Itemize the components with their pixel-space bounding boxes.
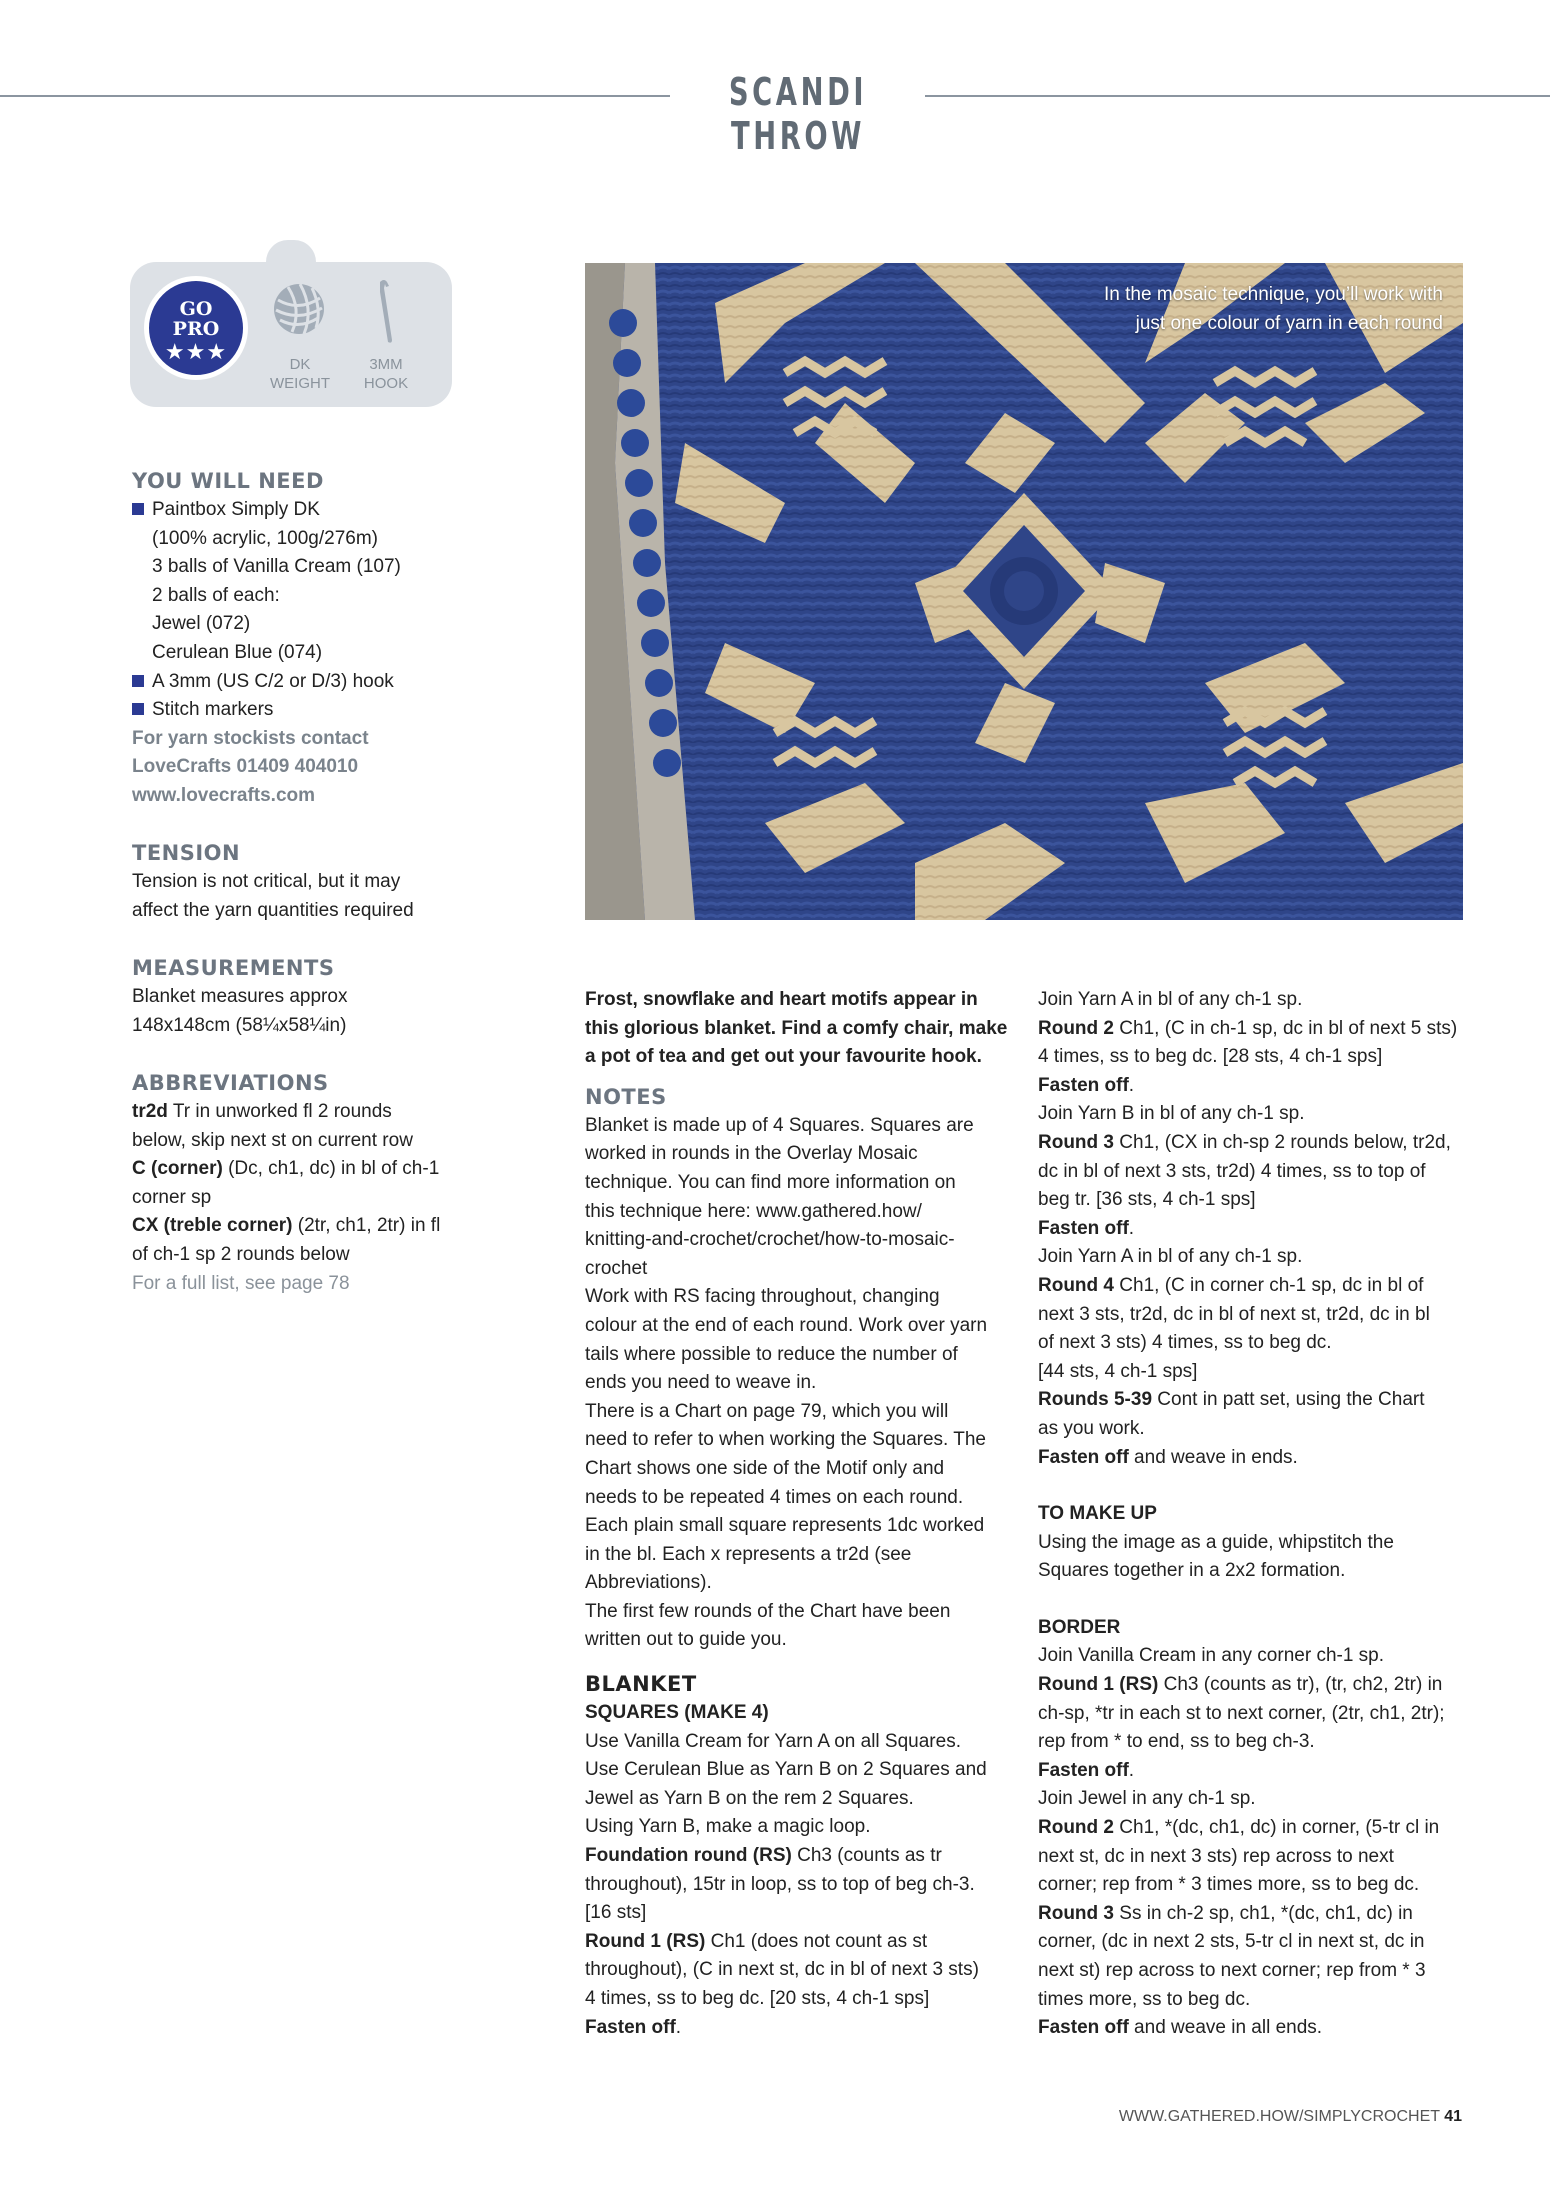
notes-text: Each plain small square represents 1dc worked [585, 1515, 985, 1537]
round-instruction: as you work. [1038, 1417, 1145, 1439]
pattern-column-2 [1038, 986, 1468, 2043]
abbreviation-entry [132, 1098, 472, 1127]
abbreviations-section [132, 1068, 472, 1298]
fasten-off-text: and weave in all ends. [1128, 2017, 1323, 2039]
abbreviation-entry [132, 1212, 472, 1241]
yarn-weight-label-line2: WEIGHT [270, 375, 330, 392]
pattern-round [1038, 1272, 1468, 1301]
photo-caption [943, 280, 1443, 338]
fasten-off [1038, 2014, 1468, 2043]
materials-item [132, 696, 472, 725]
footer-url: WWW.GATHERED.HOW/SIMPLYCROCHET [1118, 2108, 1440, 2125]
notes-text: ends you need to weave in. [585, 1372, 817, 1394]
round-instruction: 4 times, ss to beg dc. [20 sts, 4 ch-1 sps] [585, 1988, 930, 2009]
round-instruction: [44 sts, 4 ch-1 sps] [1038, 1360, 1198, 1382]
abbreviation-term: C (corner) [132, 1158, 223, 1180]
abbreviation-entry [132, 1155, 472, 1184]
pattern-text: Use Cerulean Blue as Yarn B on 2 Squares and [585, 1759, 987, 1781]
pattern-text: Join Jewel in any ch-1 sp. [1038, 1788, 1256, 1810]
materials-item [132, 668, 472, 697]
pattern-round [1038, 1814, 1468, 1843]
notes-text: in the bl. Each x represents a tr2d (see [585, 1543, 912, 1565]
pattern-round [1038, 1671, 1468, 1700]
stockist-contact: For yarn stockists contact [132, 727, 369, 749]
notes-text: There is a Chart on page 79, which you will [585, 1400, 949, 1422]
notes-text: written out to guide you. [585, 1629, 787, 1651]
round-instruction: throughout), (C in next st, dc in bl of next 3 sts) [585, 1959, 979, 1981]
abbreviation-definition: corner sp [132, 1186, 212, 1208]
round-instruction: Ch3 (counts as tr [791, 1845, 942, 1867]
abbreviation-definition: (2tr, ch1, 2tr) in fl [292, 1215, 441, 1237]
abbreviation-term: tr2d [132, 1101, 168, 1122]
round-instruction: 4 times, ss to beg dc. [28 sts, 4 ch-1 sps] [1038, 1046, 1383, 1068]
round-instruction: Ch1, (CX in ch-sp 2 rounds below, tr2d, [1114, 1131, 1451, 1153]
round-label: Rounds 5-39 [1038, 1389, 1153, 1411]
notes-text: The first few rounds of the Chart have been [585, 1600, 951, 1622]
round-instruction: dc in bl of next 3 sts, tr2d) 4 times, ss to top of [1038, 1160, 1426, 1182]
stockist-contact: LoveCrafts 01409 404010 [132, 756, 359, 778]
fasten-off-text: and weave in ends. [1128, 1446, 1298, 1468]
round-instruction: next 3 sts, tr2d, dc in bl of next st, tr2d, dc in bl [1038, 1303, 1430, 1325]
skill-badge-panel [130, 262, 452, 407]
notes-text: crochet [585, 1257, 648, 1279]
notes-text: knitting-and-crochet/crochet/how-to-mosaic- [585, 1229, 955, 1251]
fasten-off-label: Fasten off [1038, 2017, 1129, 2039]
round-label: Round 1 (RS) [1038, 1674, 1159, 1696]
fasten-off [1038, 1072, 1468, 1101]
fasten-off-punct: . [1128, 1074, 1135, 1096]
skill-level-line1: GO [179, 298, 213, 320]
tension-text: affect the yarn quantities required [132, 899, 414, 921]
you-will-need-section [132, 466, 472, 811]
abbreviations-heading: ABBREVIATIONS [132, 1071, 329, 1095]
abbreviation-definition: (Dc, ch1, dc) in bl of ch-1 [222, 1158, 440, 1180]
hook-size-label-line2: HOOK [363, 375, 409, 392]
pattern-text: Squares together in a 2x2 formation. [1038, 1560, 1346, 1582]
notes-text: Work with RS facing throughout, changing [585, 1286, 940, 1308]
fasten-off [585, 2014, 1015, 2043]
photo-caption-line: In the mosaic technique, you’ll work with [1104, 284, 1443, 305]
notes-text: need to refer to when working the Squares. The [585, 1429, 987, 1451]
pattern-text: Join Vanilla Cream in any corner ch-1 sp. [1038, 1645, 1385, 1667]
round-instruction: [16 sts] [585, 1902, 647, 1924]
intro-text: this glorious blanket. Find a comfy chair, make [585, 1017, 1008, 1039]
bullet-icon [132, 703, 144, 715]
measurements-heading: MEASUREMENTS [132, 956, 335, 980]
round-label: Round 3 [1038, 1902, 1114, 1924]
pattern-text: Using Yarn B, make a magic loop. [585, 1816, 871, 1838]
header-rule-left [0, 95, 670, 97]
fasten-off [1038, 1215, 1468, 1244]
intro-text: a pot of tea and get out your favourite hook. [585, 1046, 982, 1068]
header-rule-right [925, 95, 1550, 97]
round-instruction: next st) rep across to next corner; rep from * 3 [1038, 1960, 1426, 1981]
round-instruction: next st, dc in next 3 sts) rep across to next [1038, 1845, 1394, 1867]
pattern-round [1038, 1129, 1468, 1158]
materials-detail: Cerulean Blue (074) [152, 641, 323, 663]
round-instruction: rep from * to end, ss to beg ch-3. [1038, 1731, 1315, 1753]
pattern-text: Jewel as Yarn B on the rem 2 Squares. [585, 1787, 914, 1809]
pattern-round [585, 1928, 1015, 1957]
round-instruction: throughout), 15tr in loop, ss to top of beg ch-3. [585, 1873, 975, 1895]
yarn-ball-icon [272, 282, 326, 336]
hook-size-label [352, 355, 420, 393]
page-title: SCANDI THROW [728, 70, 868, 158]
materials-detail: 2 balls of each: [152, 584, 280, 606]
round-instruction: of next 3 sts) 4 times, ss to beg dc. [1038, 1332, 1332, 1354]
make-up-heading: TO MAKE UP [1038, 1503, 1157, 1525]
fasten-off-label: Fasten off [585, 2016, 676, 2038]
pattern-text: Using the image as a guide, whipstitch the [1038, 1531, 1394, 1553]
notes-text: worked in rounds in the Overlay Mosaic [585, 1143, 918, 1165]
round-label: Round 1 (RS) [585, 1930, 706, 1952]
stockist-url: www.lovecrafts.com [132, 784, 316, 806]
materials-detail: Jewel (072) [152, 613, 251, 635]
pattern-round [1038, 1015, 1468, 1044]
pattern-text: Join Yarn B in bl of any ch-1 sp. [1038, 1103, 1305, 1125]
notes-text: needs to be repeated 4 times on each round. [585, 1486, 964, 1508]
abbreviation-definition: Tr in unworked fl 2 rounds [167, 1101, 392, 1122]
round-instruction: Ss in ch-2 sp, ch1, *(dc, ch1, dc) in [1114, 1902, 1413, 1924]
page-number: 41 [1444, 2108, 1462, 2125]
notes-text: tails where possible to reduce the number of [585, 1343, 958, 1365]
pattern-text: Join Yarn A in bl of any ch-1 sp. [1038, 1246, 1303, 1268]
round-label: Foundation round (RS) [585, 1845, 792, 1867]
blanket-photo [585, 263, 1463, 920]
border-heading: BORDER [1038, 1616, 1121, 1638]
fasten-off-punct: . [675, 2016, 682, 2038]
round-label: Round 4 [1038, 1274, 1114, 1296]
notes-text: Chart shows one side of the Motif only and [585, 1457, 945, 1479]
pattern-column-1 [585, 986, 1015, 2042]
round-instruction: Ch1 (does not count as st [705, 1930, 928, 1952]
round-instruction: beg tr. [36 sts, 4 ch-1 sps] [1038, 1189, 1256, 1211]
fasten-off-punct: . [1128, 1217, 1135, 1239]
squares-heading: SQUARES (MAKE 4) [585, 1702, 769, 1724]
materials-detail: (100% acrylic, 100g/276m) [152, 527, 378, 549]
skill-level-stars: ★★★ [164, 339, 228, 364]
measurements-section [132, 953, 472, 1040]
tension-section [132, 838, 472, 925]
round-label: Round 2 [1038, 1817, 1114, 1839]
intro-text: Frost, snowflake and heart motifs appear in [585, 989, 978, 1010]
skill-level-badge [144, 276, 248, 380]
skill-level-line2: PRO [172, 318, 220, 340]
bullet-icon [132, 675, 144, 687]
materials-item-text: A 3mm (US C/2 or D/3) hook [152, 670, 394, 692]
hook-size-label-line1: 3MM [369, 356, 403, 373]
fasten-off [1038, 1757, 1468, 1786]
pattern-text: Use Vanilla Cream for Yarn A on all Squares. [585, 1730, 961, 1752]
materials-item [132, 496, 472, 525]
fasten-off-label: Fasten off [1038, 1759, 1129, 1781]
notes-text: Abbreviations). [585, 1572, 712, 1594]
tension-heading: TENSION [132, 841, 241, 865]
round-label: Round 3 [1038, 1131, 1114, 1153]
materials-item-text: Paintbox Simply DK [152, 499, 320, 520]
round-label: Round 2 [1038, 1017, 1114, 1039]
abbreviation-definition: of ch-1 sp 2 rounds below [132, 1243, 350, 1265]
notes-text: this technique here: www.gathered.how/ [585, 1200, 922, 1222]
notes-heading: NOTES [585, 1084, 667, 1109]
page-footer [1119, 2108, 1462, 2126]
bullet-icon [132, 503, 144, 515]
fasten-off-label: Fasten off [1038, 1217, 1129, 1239]
round-instruction: Ch1, (C in corner ch-1 sp, dc in bl of [1114, 1274, 1424, 1296]
abbreviation-definition: below, skip next st on current row [132, 1129, 413, 1151]
notes-text: colour at the end of each round. Work over yarn [585, 1314, 988, 1336]
materials-item-text: Stitch markers [152, 699, 274, 721]
measurements-text: 148x148cm (58¼x58¼in) [132, 1014, 347, 1036]
round-instruction: corner; rep from * 3 times more, ss to beg dc. [1038, 1874, 1420, 1896]
pattern-round [585, 1842, 1015, 1871]
round-instruction: Ch1, *(dc, ch1, dc) in corner, (5-tr cl in [1114, 1817, 1440, 1839]
yarn-weight-label-line1: DK [289, 356, 311, 373]
abbreviation-term: CX (treble corner) [132, 1215, 293, 1237]
round-instruction: Cont in patt set, using the Chart [1152, 1389, 1425, 1411]
notes-text: technique. You can find more information on [585, 1171, 956, 1193]
photo-caption-line: just one colour of yarn in each round [1135, 313, 1443, 334]
fasten-off-label: Fasten off [1038, 1074, 1129, 1096]
fasten-off-label: Fasten off [1038, 1446, 1129, 1468]
crochet-hook-icon [374, 278, 398, 344]
pattern-text: Join Yarn A in bl of any ch-1 sp. [1038, 989, 1303, 1010]
round-instruction: corner, (dc in next 2 sts, 5-tr cl in next st, dc in [1038, 1931, 1425, 1953]
fasten-off-punct: . [1128, 1759, 1135, 1781]
pattern-round [1038, 1386, 1468, 1415]
round-instruction: ch-sp, *tr in each st to next corner, (2tr, ch1, 2tr); [1038, 1702, 1445, 1724]
full-list-reference: For a full list, see page 78 [132, 1272, 350, 1294]
fasten-off [1038, 1444, 1468, 1473]
you-will-need-heading: YOU WILL NEED [132, 469, 324, 493]
mosaic-blanket-image [585, 263, 1463, 920]
round-instruction: times more, ss to beg dc. [1038, 1988, 1251, 2010]
round-instruction: Ch3 (counts as tr), (tr, ch2, 2tr) in [1158, 1674, 1443, 1696]
tension-text: Tension is not critical, but it may [132, 871, 401, 892]
pattern-round [1038, 1900, 1468, 1929]
measurements-text: Blanket measures approx [132, 986, 348, 1007]
round-instruction: Ch1, (C in ch-1 sp, dc in bl of next 5 sts) [1114, 1017, 1458, 1039]
blanket-heading: BLANKET [585, 1672, 697, 1697]
yarn-weight-label [250, 355, 350, 393]
materials-detail: 3 balls of Vanilla Cream (107) [152, 556, 401, 578]
notes-text: Blanket is made up of 4 Squares. Squares are [585, 1114, 974, 1136]
